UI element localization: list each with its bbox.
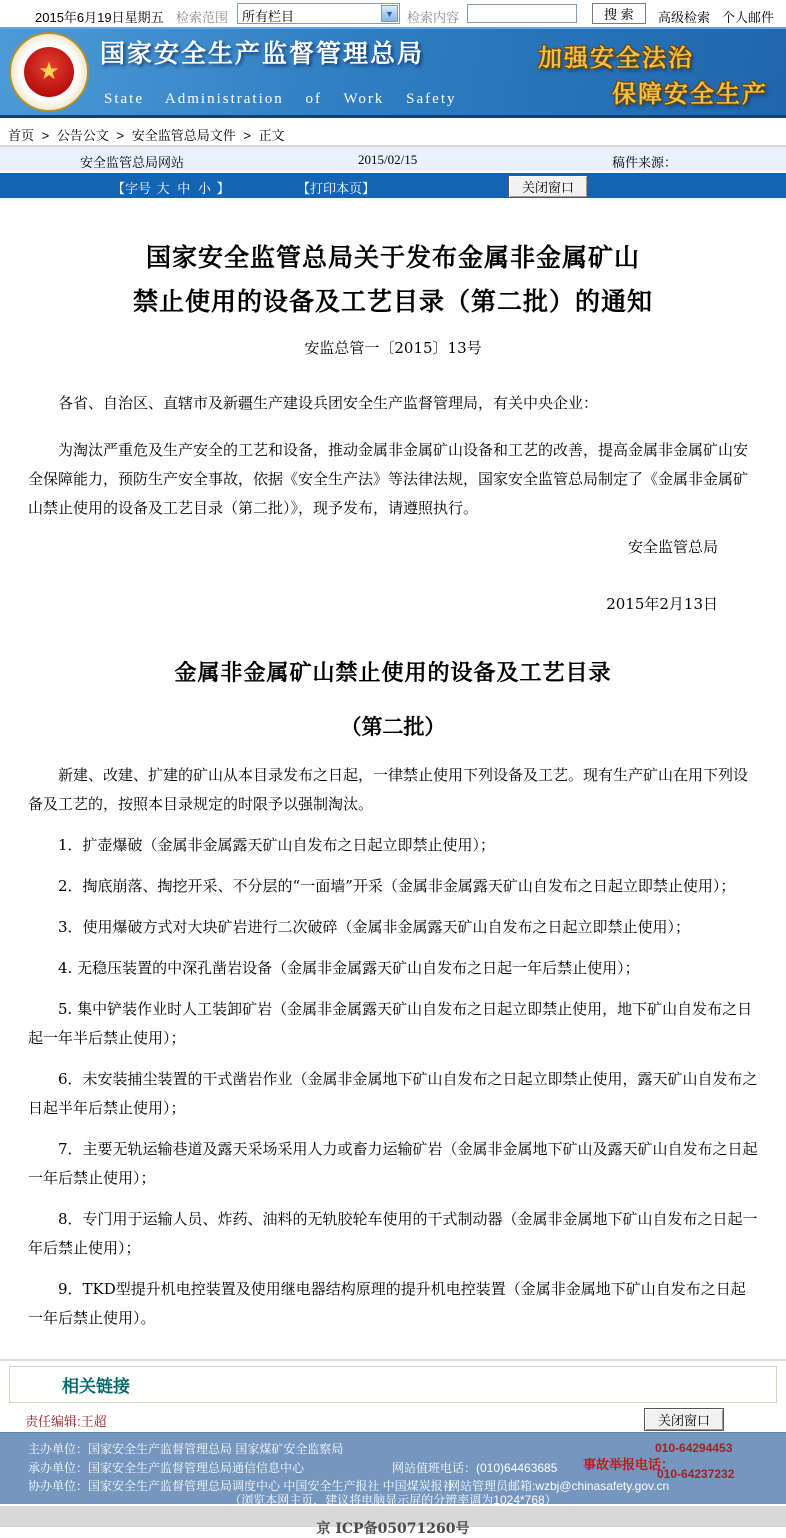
search-scope-label: 检索范围 <box>176 10 229 25</box>
article-title <box>28 236 758 324</box>
font-size-medium-link[interactable]: 中 <box>177 181 191 196</box>
font-size-suffix: 】 <box>216 181 230 196</box>
font-size-control <box>112 178 230 197</box>
icp-record-strip <box>0 1506 786 1537</box>
breadcrumb-notices-link[interactable]: 公告公文 <box>56 128 109 143</box>
related-links-box <box>9 1366 777 1403</box>
breadcrumb-separator: > <box>243 128 251 143</box>
body-paragraph: 为淘汰严重危及生产安全的工艺和设备，推动金属非金属矿山设备和工艺的改善，提高金属非金属矿山安全保障能力，预防生产安全事故，依据《安全生产法》等法律法规，国家安全监管总局制定了《金属非金属矿山禁止使用的设备及工艺目录（第二批）》，现予发布，请遵照执行。 <box>28 441 749 517</box>
responsible-editor-label: 责任编辑:王超 <box>25 1414 107 1429</box>
footer-webmaster-email: 网站管理员邮箱:wzbj@chinasafety.gov.cn <box>448 1479 670 1493</box>
catalog-item-9: 9．TKD型提升机电控装置及使用继电器结构原理的提升机电控装置（金属非金属地下矿山自发布之日起一年后禁止使用）。 <box>28 1280 746 1327</box>
breadcrumb-separator: > <box>116 128 125 143</box>
article-title-line1: 国家安全监管总局关于发布金属非金属矿山 <box>145 243 640 272</box>
breadcrumb <box>0 118 786 147</box>
breadcrumb-home-link[interactable]: 首页 <box>8 128 35 143</box>
catalog-item-4: 4. 无稳压装置的中深孔凿岩设备（金属非金属露天矿山自发布之日起一年后禁止使用）； <box>58 959 640 977</box>
catalog-item-8: 8．专门用于运输人员、炸药、油料的无轨胶轮车使用的干式制动器（金属非金属地下矿山自发布之日起一年后禁止使用）； <box>28 1210 758 1257</box>
accident-report-phone-1: 010-64294453 <box>655 1441 733 1455</box>
font-size-prefix: 【字号 <box>112 181 152 196</box>
site-banner <box>0 27 786 118</box>
article-toolbar <box>0 173 786 198</box>
search-content-label: 检索内容 <box>407 10 460 25</box>
article-title-line2: 禁止使用的设备及工艺目录（第二批）的通知 <box>132 287 653 316</box>
search-scope-selected-value: 所有栏目 <box>242 9 295 24</box>
related-links-title: 相关链接 <box>62 1377 130 1396</box>
catalog-subtitle: （第二批） <box>340 714 446 739</box>
catalog-item-1: 1．扩壶爆破（金属非金属露天矿山自发布之日起立即禁止使用）； <box>58 836 496 854</box>
catalog-item-5: 5. 集中铲装作业时人工装卸矿岩（金属非金属露天矿山自发布之日起立即禁止使用，地下矿山自发布之日起一年半后禁止使用）； <box>28 1000 753 1047</box>
font-size-large-link[interactable]: 大 <box>156 181 170 196</box>
sign-date: 2015年2月13日 <box>606 595 718 613</box>
advanced-search-link[interactable]: 高级检索 <box>658 10 711 25</box>
search-scope-select[interactable] <box>237 3 400 24</box>
manuscript-source-label: 稿件来源： <box>612 155 678 170</box>
editor-bar <box>0 1406 786 1432</box>
catalog-intro-paragraph: 新建、改建、扩建的矿山从本目录发布之日起，一律禁止使用下列设备及工艺。现有生产矿山在用下列设备及工艺的，按照本目录规定的时限予以强制淘汰。 <box>28 766 749 813</box>
accident-report-phone-label: 事故举报电话： <box>583 1457 675 1472</box>
footer-undertaker: 承办单位：国家安全生产监督管理总局通信信息中心 <box>28 1461 305 1475</box>
search-input[interactable] <box>467 4 577 23</box>
catalog-item-2: 2．掏底崩落、掏挖开采、不分层的“一面墙”开采（金属非金属露天矿山自发布之日起立即禁止使用）； <box>58 877 736 895</box>
article-content <box>0 198 786 1359</box>
footer-duty-phone: 网站值班电话：(010)64463685 <box>392 1461 558 1475</box>
search-button[interactable]: 搜 索 <box>592 3 646 24</box>
site-title-en: State Administration of Work Safety <box>104 91 457 107</box>
personal-mail-link[interactable]: 个人邮件 <box>722 10 775 25</box>
breadcrumb-documents-link[interactable]: 安全监管总局文件 <box>131 128 236 143</box>
salutation-paragraph: 各省、自治区、直辖市及新疆生产建设兵团安全生产监督管理局，有关中央企业： <box>58 394 599 412</box>
star-icon: ★ <box>38 58 60 85</box>
banner-slogan-2: 保障安全生产 <box>612 81 768 108</box>
catalog-item-6: 6．未安装捕尘装置的干式凿岩作业（金属非金属地下矿山自发布之日起立即禁止使用，露天矿山自发布之日起半年后禁止使用）； <box>28 1070 758 1117</box>
breadcrumb-current-page: 正文 <box>258 128 285 143</box>
agency-emblem-logo <box>9 32 89 112</box>
banner-slogan-1: 加强安全法治 <box>538 45 694 72</box>
emblem-inner-circle <box>24 47 74 97</box>
source-site: 安全监管总局网站 <box>80 155 185 170</box>
top-search-bar <box>0 0 786 27</box>
close-window-button-bottom[interactable]: 关闭窗口 <box>644 1408 724 1431</box>
document-number: 安监总管一〔2015〕13号 <box>304 339 482 357</box>
catalog-item-7: 7．主要无轨运输巷道及露天采场采用人力或畜力运输矿岩（金属非金属地下矿山及露天矿山自发布之日起一年后禁止使用）； <box>28 1140 758 1187</box>
catalog-title: 金属非金属矿山禁止使用的设备及工艺目录 <box>174 660 612 686</box>
site-title-cn: 国家安全生产监督管理总局 <box>100 41 425 68</box>
font-size-small-link[interactable]: 小 <box>197 181 211 196</box>
publish-date: 2015/02/15 <box>358 152 418 167</box>
close-window-button[interactable]: 关闭窗口 <box>508 175 588 198</box>
signer: 安全监管总局 <box>627 538 718 556</box>
print-page-button[interactable]: 【打印本页】 <box>297 181 376 196</box>
footer-co-organizer: 协办单位：国家安全生产监督管理总局调度中心 中国安全生产报社 中国煤炭报社 <box>28 1479 455 1493</box>
site-footer <box>0 1432 786 1507</box>
catalog-item-3: 3．使用爆破方式对大块矿岩进行二次破碎（金属非金属露天矿山自发布之日起立即禁止使用）； <box>58 918 691 936</box>
current-date: 2015年6月19日星期五 <box>35 10 164 25</box>
related-links-section <box>0 1359 786 1406</box>
breadcrumb-separator: > <box>41 128 50 143</box>
footer-organizer: 主办单位：国家安全生产监督管理总局 国家煤矿安全监察局 <box>28 1442 344 1456</box>
article-meta-bar <box>0 147 786 171</box>
footer-resolution-note: （浏览本网主页，建议将电脑显示屏的分辨率调为1024*768） <box>229 1493 557 1507</box>
accident-report-phone-2: 010-64237232 <box>657 1467 735 1481</box>
chevron-down-icon[interactable]: ▼ <box>381 5 398 22</box>
icp-record-number: 京 ICP备05071260号 <box>316 1521 470 1537</box>
